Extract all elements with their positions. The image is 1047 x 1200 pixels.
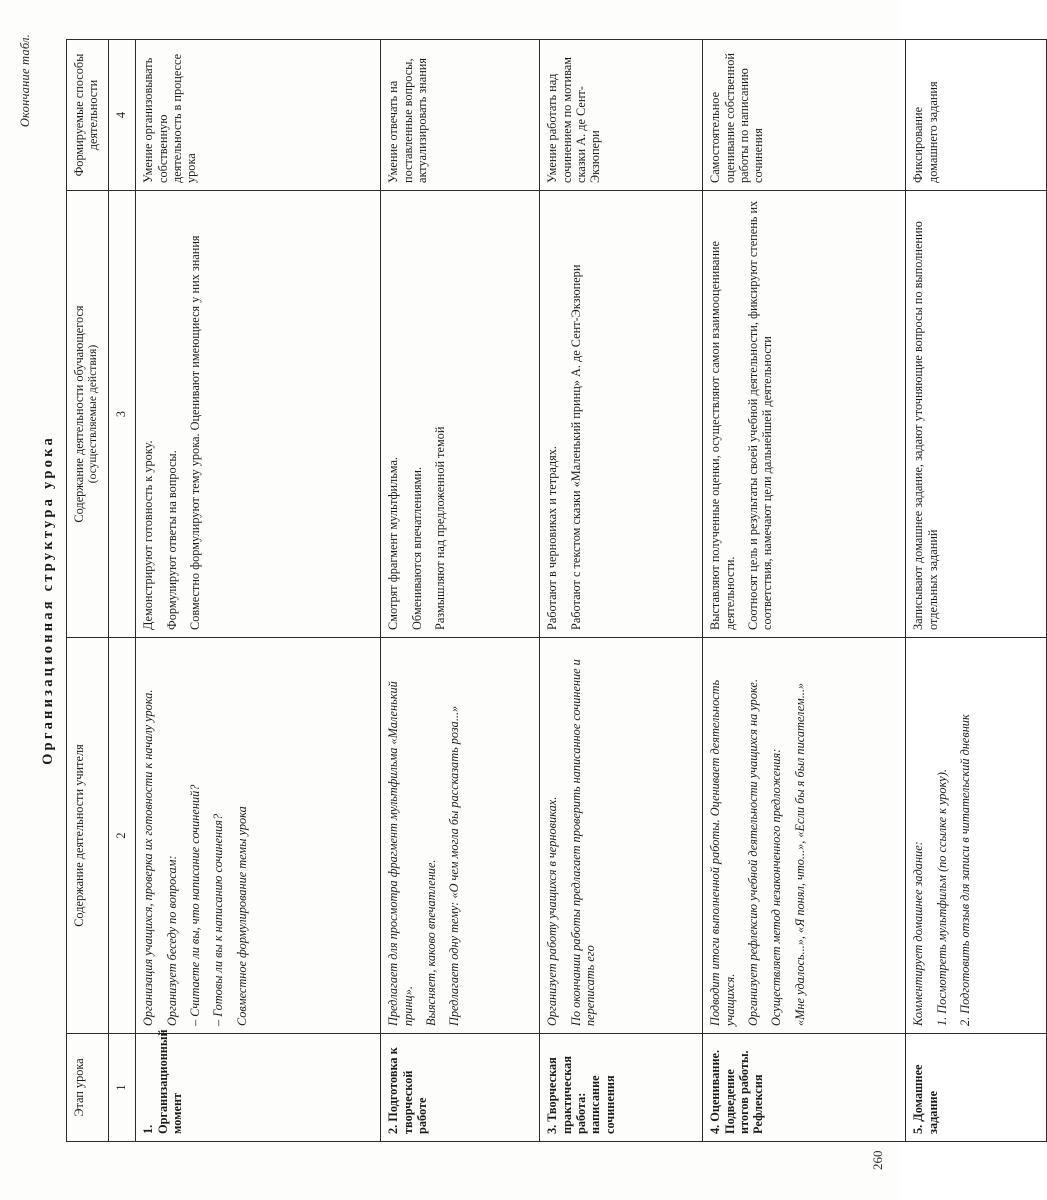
pupil-paragraph: Работают с текстом сказки «Маленький принц» А. де Сент-Экзюпери [568,264,583,630]
column-number-4: 4 [108,40,135,191]
teacher-paragraph: Совместное формулирование темы урока [234,806,249,1026]
teacher-paragraph: Организует беседу по вопросам: [164,855,179,1026]
pupil-paragraph: Обмениваются впечатлениями. [409,466,424,630]
row-pupil [703,191,906,638]
page-number: 260 [870,1150,885,1170]
pupil-paragraph: Работают в черновиках и тетрадях. [545,445,560,630]
row-pupil [381,191,540,638]
table-body [136,40,1047,1142]
pupil-paragraph: Смотрят фрагмент мультфильма. [386,456,401,630]
teacher-paragraph: 1. Посмотреть мультфильм (по ссылке к уроку). [934,769,949,1026]
row-stage: 4. Оценивание. Подведение итогов работы. Рефлексия [703,1034,906,1142]
teacher-paragraph: Выясняет, каково впечатление. [423,859,438,1026]
table-row [906,40,1047,1142]
teacher-paragraph: Осуществляет метод незаконченного предложения: [769,748,784,1026]
row-teacher [703,638,906,1034]
teacher-paragraph: Организует рефлексию учебной деятельности учащихся на уроке. [745,679,760,1026]
running-head: Окончание табл. [18,34,32,128]
row-stage: 5. Домашнее задание [906,1034,1047,1142]
row-skills [906,40,1047,191]
column-number-2: 2 [108,638,135,1034]
pupil-paragraph: Размышляют над предложенной темой [432,426,447,630]
teacher-paragraph: 2. Подготовить отзыв для записи в читательский дневник [957,714,972,1026]
pupil-paragraph: Формулируют ответы на вопросы. [164,450,179,630]
row-teacher [381,638,540,1034]
skills-paragraph: Умение отвечать на поставленные вопросы, актуализировать знания [386,57,429,183]
row-stage: 2. Подготовка к творческой работе [381,1034,540,1142]
pupil-paragraph: Демонстрируют готовность к уроку. [141,440,156,630]
table-header-row [67,40,109,1142]
teacher-paragraph: Предлагает для просмотра фрагмент мультфильма «Маленький принц». [386,681,415,1026]
table-title: Организационная структура урока [40,435,56,765]
pupil-paragraph: Записывают домашнее задание, задают уточняющие вопросы по выполнению отдельных заданий [911,221,940,630]
teacher-paragraph: Комментирует домашнее задание: [911,841,926,1026]
teacher-paragraph: Подводит итоги выполненной работы. Оценивает деятельность учащихся. [708,679,737,1026]
row-skills [381,40,540,191]
row-skills [703,40,906,191]
header-teacher-label: Содержание деятельности учителя [72,744,86,927]
header-teacher [67,638,109,1034]
teacher-paragraph: Организует работу учащихся в черновиках. [545,796,560,1026]
row-stage: 1. Организационный момент [136,1034,381,1142]
row-pupil [136,191,381,638]
table-row [136,40,381,1142]
header-pupil [67,191,109,638]
row-pupil [906,191,1047,638]
table-row [540,40,703,1142]
pupil-paragraph: Выставляют полученные оценки, осуществляют самои взаимооценивание деятельности. [708,241,737,630]
row-teacher [136,638,381,1034]
teacher-paragraph: Предлагает одну тему: «О чем могла бы рассказать роза...» [447,705,462,1026]
teacher-paragraph: Организация учащихся, проверка их готовности к началу урока. [141,689,156,1026]
column-number-1: 1 [108,1034,135,1142]
teacher-paragraph: По окончании работы предлагает проверить написанное сочинение и переписать его [568,659,597,1026]
teacher-paragraph: – Считаете ли вы, что написание сочинений? [187,784,202,1026]
header-stage-label: Этап урока [72,1058,86,1117]
header-pupil-label: Содержание деятельности обучающегося [72,305,86,523]
table-column-number-row [108,40,135,1142]
pupil-paragraph: Совместно формулируют тему урока. Оценивают имеющиеся у них знания [187,235,202,630]
header-pupil-sublabel: (осуществляемые действия) [86,344,100,484]
row-stage: 3. Творческая практическая работа: написание сочинения [540,1034,703,1142]
header-skills-label: Формируемые способы деятельности [72,53,101,177]
skills-paragraph: Самостоятельное оценивание собственной работы по написанию сочинения [708,53,766,183]
skills-paragraph: Умение организовывать собственную деятельность в процессе урока [141,53,199,183]
row-skills [136,40,381,191]
pupil-paragraph: Соотносят цель и результаты своей учебной деятельности, фиксируют степень их соответствия, намечают цели дальнейшей деятельности [745,200,775,630]
header-stage [67,1034,109,1142]
skills-paragraph: Фиксирование домашнего задания [911,81,940,183]
row-teacher [540,638,703,1034]
skills-paragraph: Умение работать над сочинением по мотивам сказки А. де Сент-Экзюпери [545,57,603,183]
teacher-paragraph: – Готовы ли вы к написанию сочинения? [211,813,226,1026]
table-row [703,40,906,1142]
lesson-structure-table [66,39,1047,1142]
teacher-paragraph: «Мне удалось...», «Я понял, что...», «Если бы я был писателем...» [792,682,807,1026]
header-skills [67,40,109,191]
row-teacher [906,638,1047,1034]
column-number-3: 3 [108,191,135,638]
table-row [381,40,540,1142]
row-pupil [540,191,703,638]
row-skills [540,40,703,191]
